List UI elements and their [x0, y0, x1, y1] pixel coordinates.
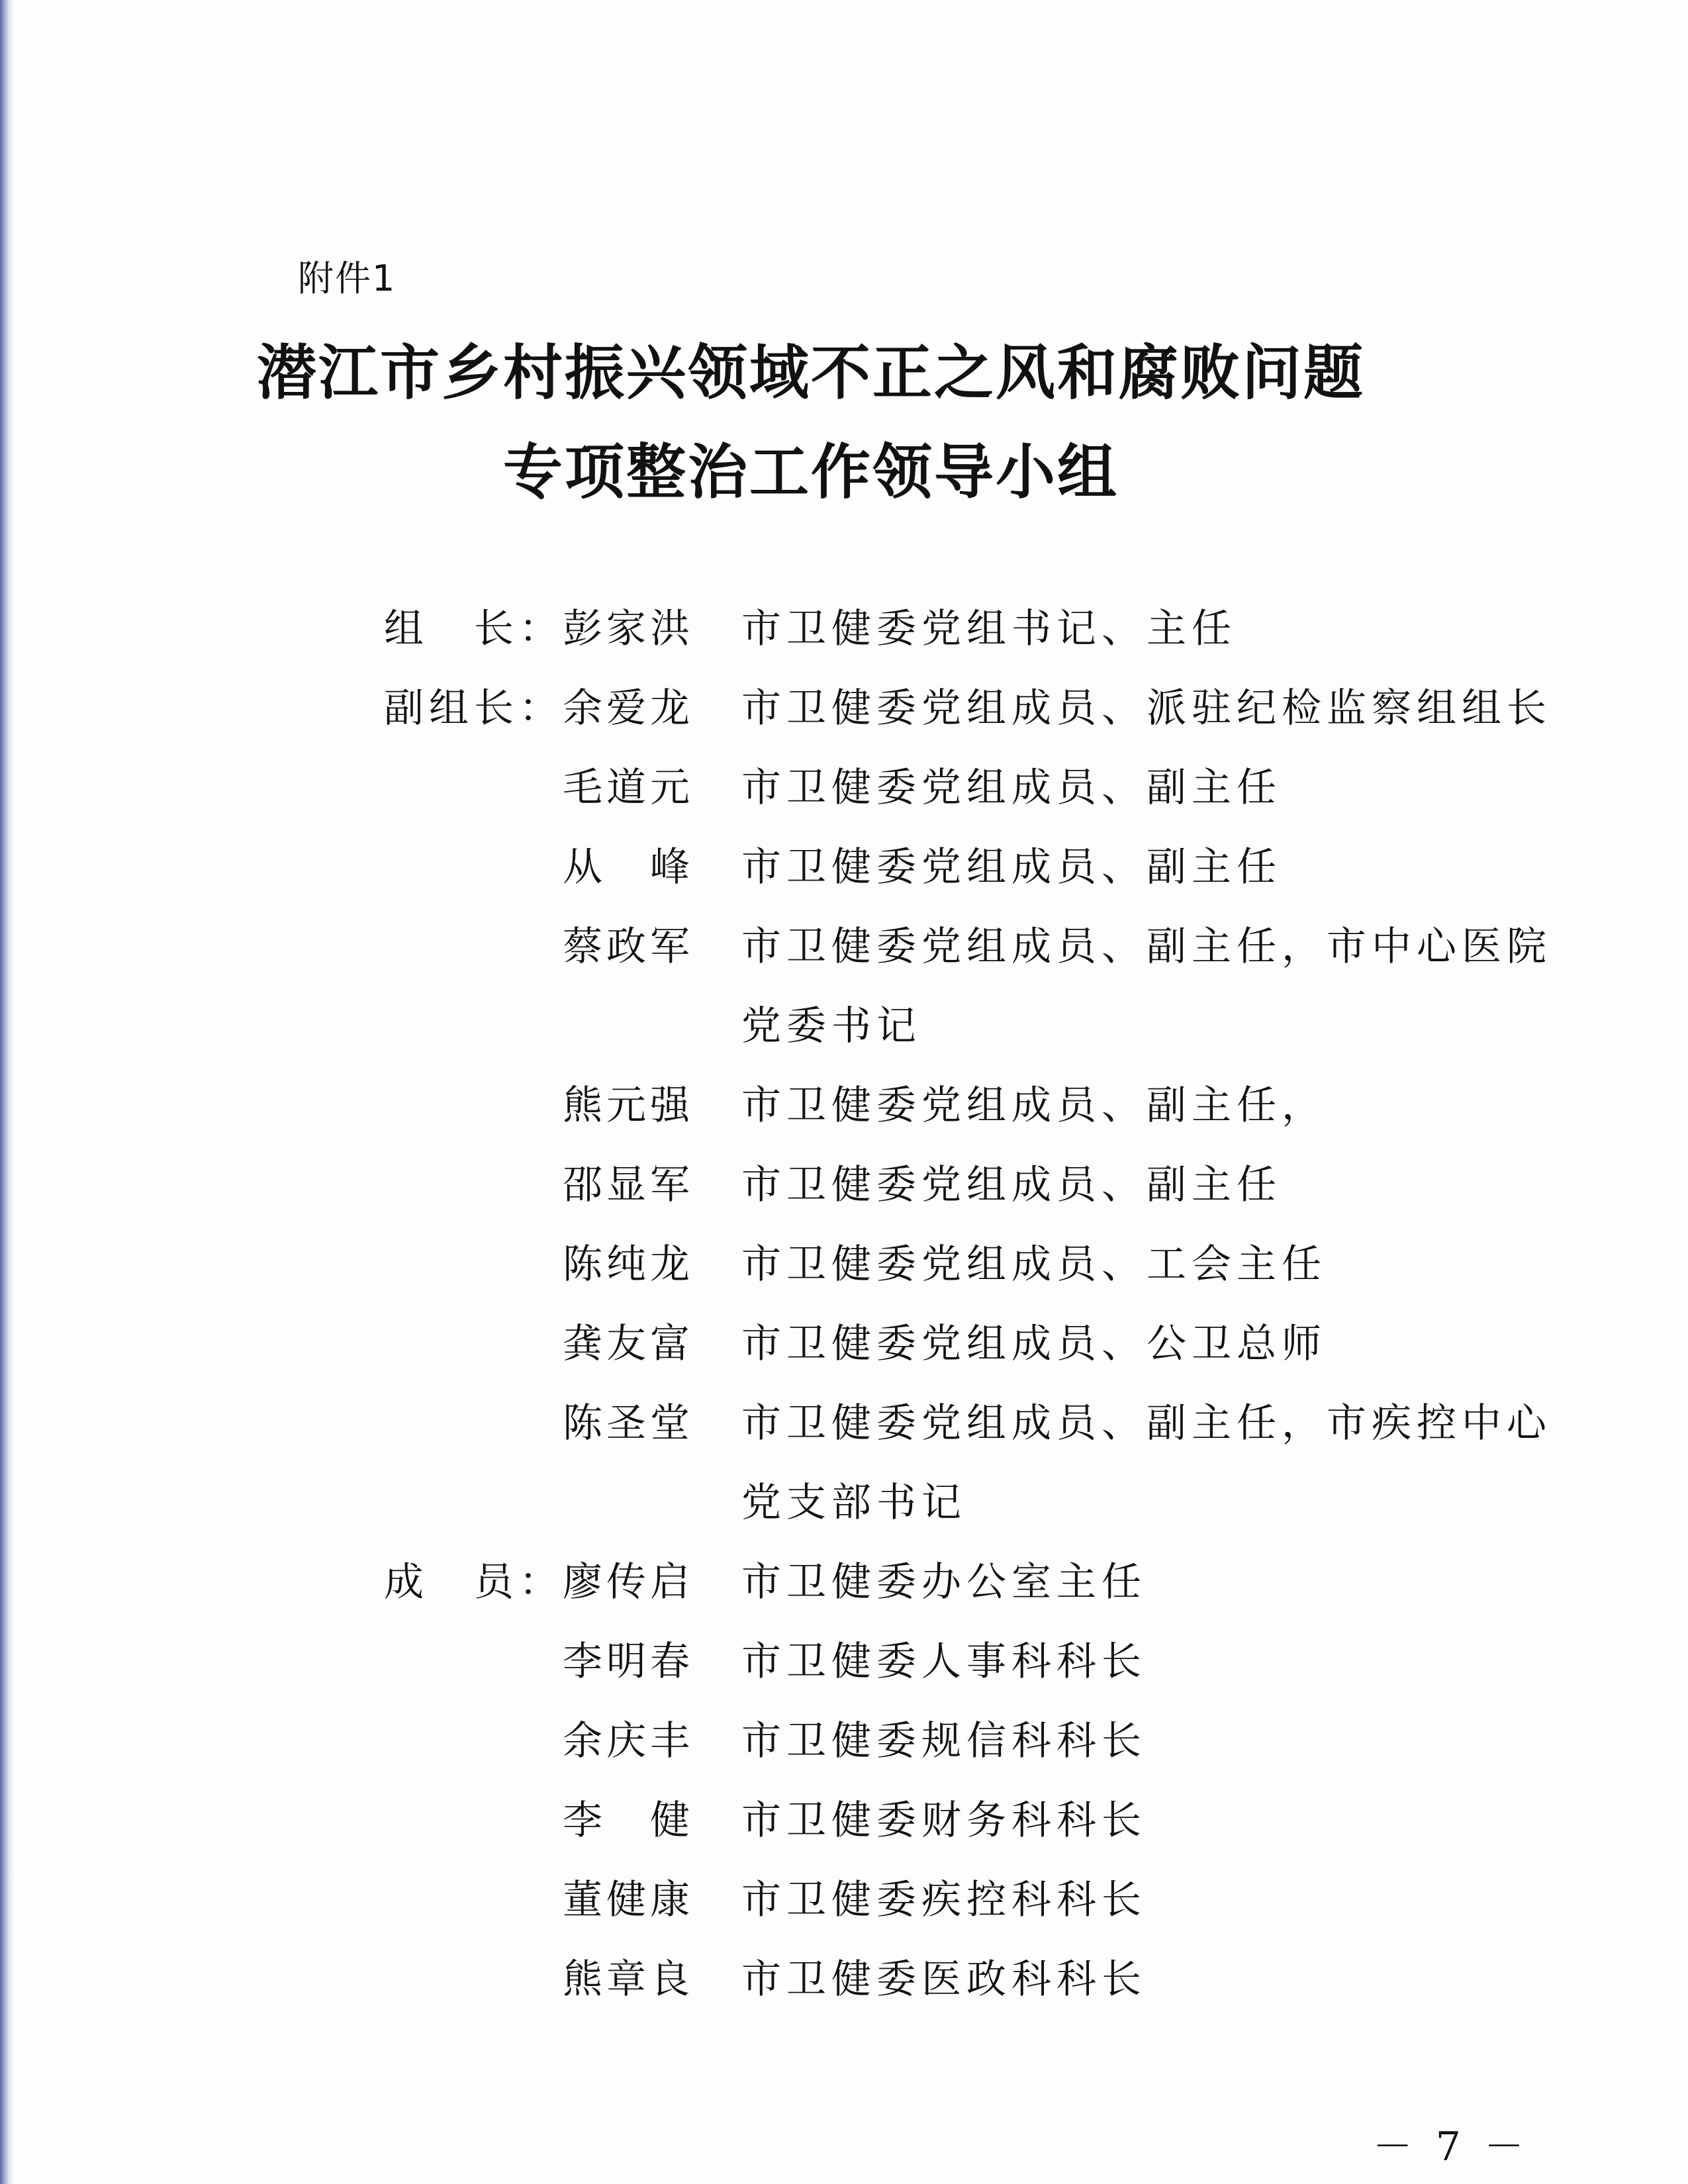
roster-row: [384, 1145, 1575, 1225]
roster-duty: 市卫健委规信科科长: [741, 1718, 1147, 1764]
roster-duty: 市卫健委医政科科长: [741, 1956, 1147, 2003]
roster-duty: 市卫健委人事科科长: [741, 1638, 1147, 1685]
roster-duty: 市卫健委党组成员、副主任: [741, 1162, 1282, 1208]
roster-duty: 市卫健委疾控科科长: [741, 1877, 1147, 1923]
roster-role: 成 员：: [384, 1559, 564, 1605]
roster-duty: 市卫健委党组成员、副主任: [741, 765, 1282, 811]
roster-duty: 市卫健委党组书记、主任: [741, 606, 1237, 652]
roster-name: 邵显军: [563, 1162, 694, 1208]
roster-duty: 市卫健委党组成员、副主任，: [741, 1082, 1327, 1129]
roster-row: [384, 1304, 1575, 1384]
roster-duty: 市卫健委党组成员、副主任，市疾控中心: [741, 1400, 1552, 1447]
attachment-label: 附件1: [298, 258, 397, 299]
roster-row: [384, 1225, 1575, 1304]
roster-duty: 市卫健委党组成员、副主任，市中心医院: [741, 924, 1552, 970]
title-line-2: 专项整治工作领导小组: [503, 437, 1119, 507]
roster-row: [384, 907, 1575, 986]
roster-duty: 市卫健委办公室主任: [741, 1559, 1147, 1605]
roster-duty: 市卫健委党组成员、副主任: [741, 844, 1282, 890]
title-line-1: 潜江市乡村振兴领域不正之风和腐败问题: [257, 338, 1365, 408]
roster-name: 余庆丰: [563, 1718, 694, 1764]
roster-name: 熊章良: [563, 1956, 694, 2003]
roster-duty: 市卫健委党组成员、工会主任: [741, 1241, 1327, 1288]
roster-name: 蔡政军: [563, 924, 694, 970]
roster-name: 熊元强: [563, 1082, 694, 1129]
roster-name: 陈纯龙: [563, 1241, 694, 1288]
roster-duty: 党支部书记: [741, 1480, 966, 1526]
roster-row: [384, 1860, 1575, 1940]
roster-row-continuation: [384, 1463, 1575, 1543]
roster-row: [384, 1384, 1575, 1463]
roster-row: [384, 1543, 1575, 1622]
roster-duty: 党委书记: [741, 1003, 921, 1049]
roster-row: [384, 589, 1575, 669]
member-roster: [384, 0, 1575, 2003]
roster-duty: 市卫健委财务科科长: [741, 1797, 1147, 1844]
roster-row: [384, 1066, 1575, 1145]
roster-name: 毛道元: [563, 765, 694, 811]
roster-row-continuation: [384, 986, 1575, 1066]
roster-row: [384, 669, 1575, 748]
roster-name: 李 健: [563, 1797, 694, 1844]
roster-role: 副组长：: [384, 685, 564, 732]
roster-row: [384, 1781, 1575, 1860]
roster-row: [384, 1622, 1575, 1701]
roster-row: [384, 1940, 1575, 2019]
roster-row: [384, 828, 1575, 907]
roster-name: 陈圣堂: [563, 1400, 694, 1447]
roster-role: 组 长：: [384, 606, 564, 652]
roster-row: [384, 748, 1575, 828]
roster-name: 彭家洪: [563, 606, 694, 652]
roster-name: 龚友富: [563, 1321, 694, 1367]
roster-row: [384, 1701, 1575, 1781]
roster-name: 董健康: [563, 1877, 694, 1923]
roster-duty: 市卫健委党组成员、派驻纪检监察组组长: [741, 685, 1552, 732]
roster-name: 从 峰: [563, 844, 694, 890]
roster-name: 廖传启: [563, 1559, 694, 1605]
page-number: － 7 －: [1372, 2124, 1529, 2170]
roster-name: 余爱龙: [563, 685, 694, 732]
roster-name: 李明春: [563, 1638, 694, 1685]
roster-duty: 市卫健委党组成员、公卫总师: [741, 1321, 1327, 1367]
